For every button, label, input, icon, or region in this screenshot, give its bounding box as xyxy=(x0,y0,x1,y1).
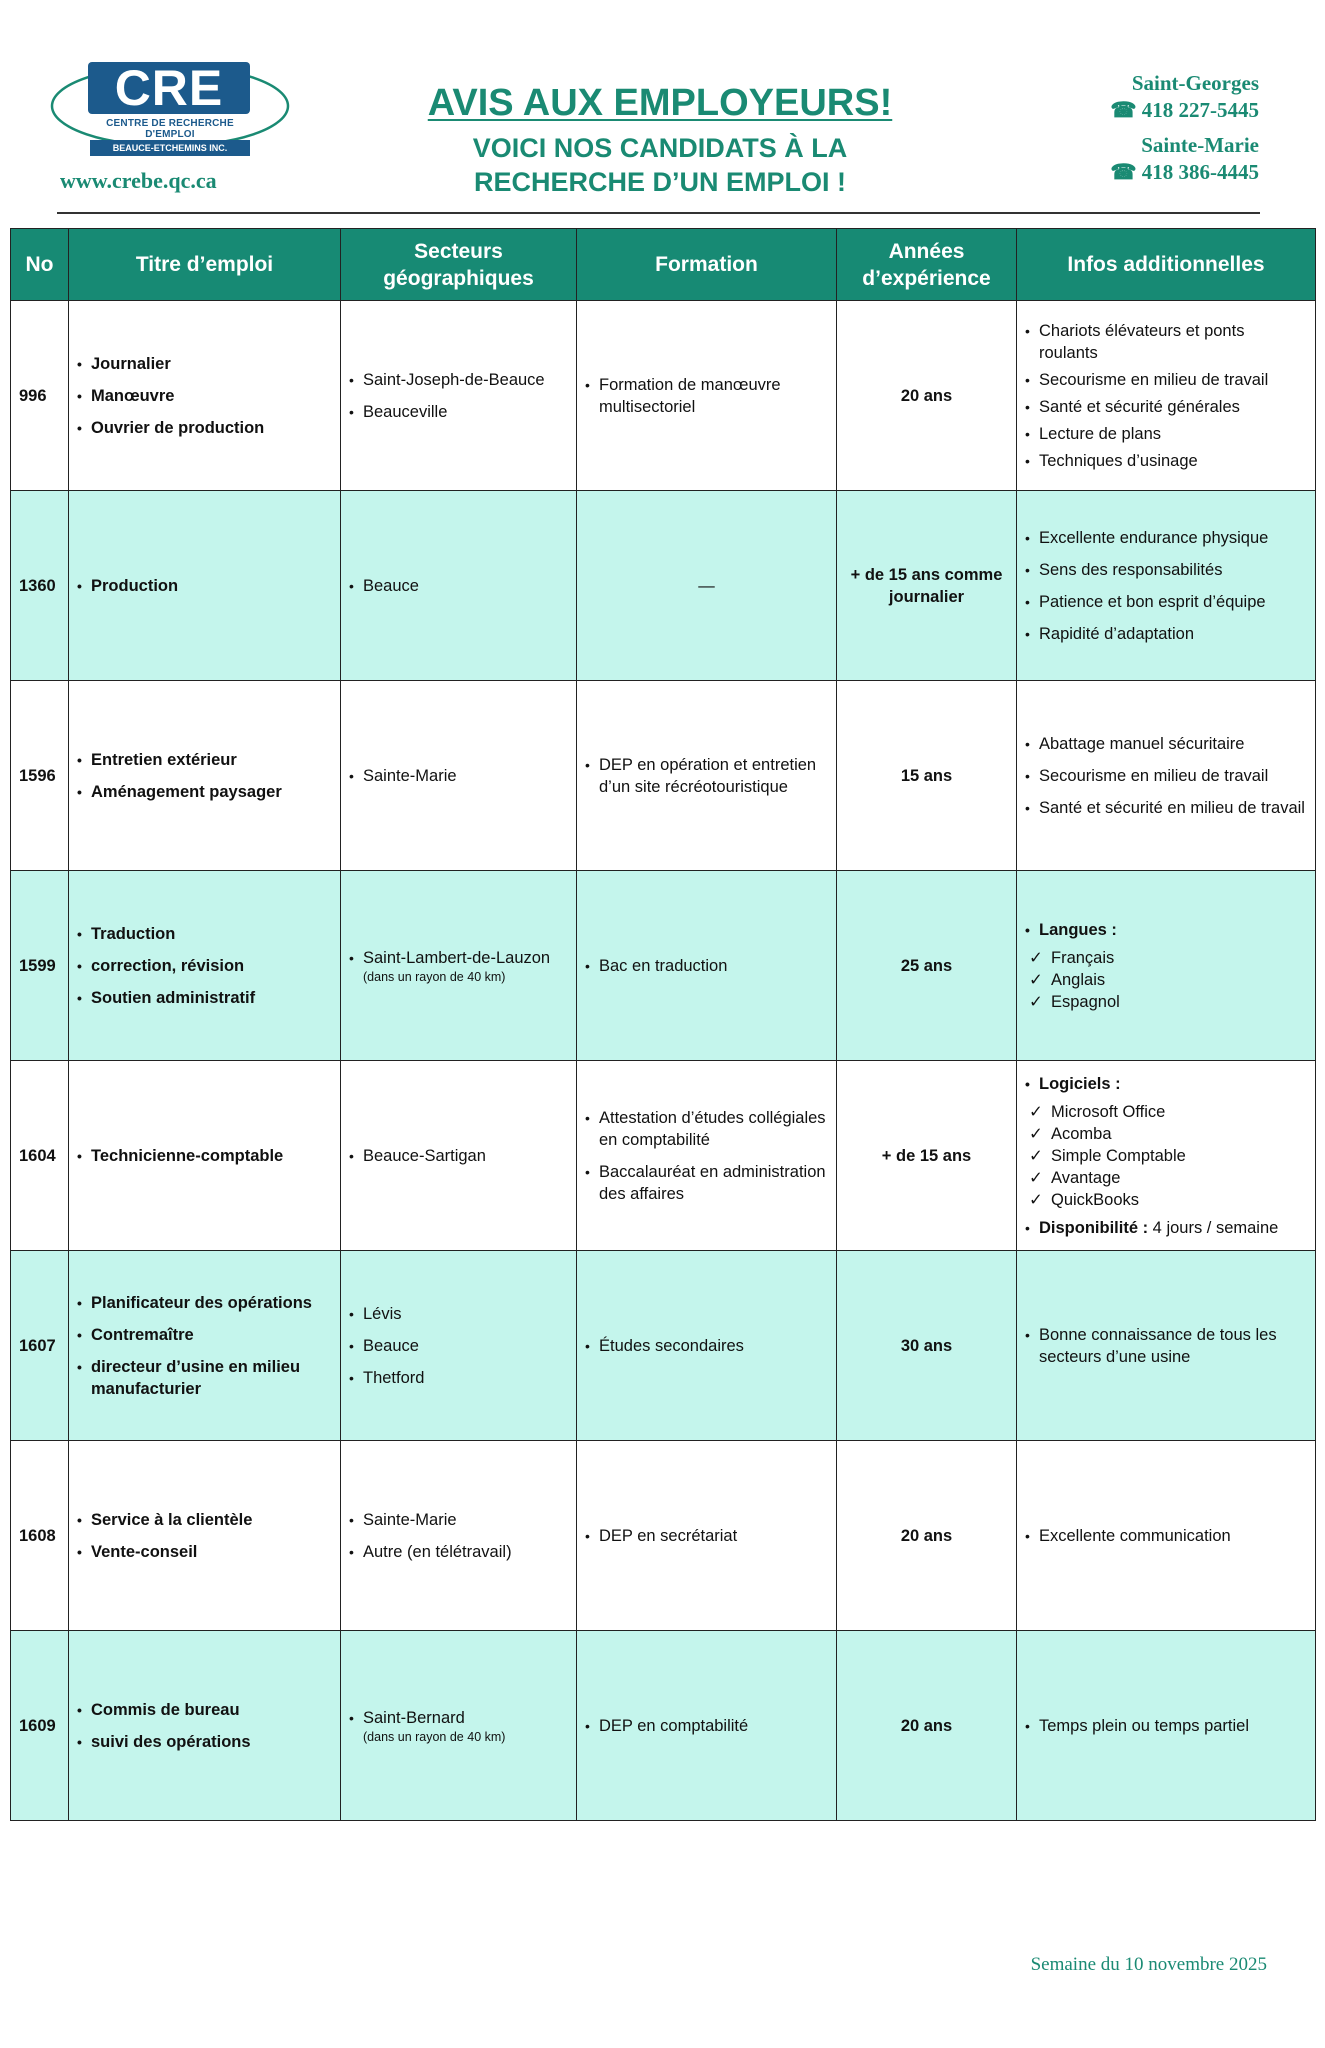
info-item: • Abattage manuel sécuritaire xyxy=(1025,733,1307,755)
additional-info xyxy=(1017,1251,1316,1441)
candidate-number: 1360 xyxy=(11,491,69,681)
page-subtitle xyxy=(380,131,940,199)
col-header-info: Infos additionnelles xyxy=(1017,229,1316,301)
col-header-years: Années d’expérience xyxy=(837,229,1017,301)
info-item: • Sens des responsabilités xyxy=(1025,559,1307,581)
candidate-number: 1608 xyxy=(11,1441,69,1631)
info-item: • Santé et sécurité en milieu de travail xyxy=(1025,797,1307,819)
job-title: • Service à la clientèle xyxy=(77,1509,332,1531)
info-item: • Temps plein ou temps partiel xyxy=(1025,1715,1307,1737)
sector: • Beauce xyxy=(349,575,568,597)
check-item: ✓ Microsoft Office xyxy=(1029,1101,1307,1123)
sectors xyxy=(341,491,577,681)
subtitle-line-1: VOICI NOS CANDIDATS À LA xyxy=(472,133,848,163)
info-label: • Logiciels : xyxy=(1025,1073,1307,1095)
sector-name: Saint-Bernard xyxy=(363,1708,465,1727)
office-contacts xyxy=(1110,70,1259,186)
job-titles xyxy=(69,1631,341,1821)
sectors xyxy=(341,1631,577,1821)
info-item: • Chariots élévateurs et ponts roulants xyxy=(1025,320,1307,364)
col-header-training: Formation xyxy=(577,229,837,301)
office-phone[interactable]: ☎ 418 227-5445 xyxy=(1110,98,1259,122)
candidate-number: 1609 xyxy=(11,1631,69,1821)
info-label: • Langues : xyxy=(1025,919,1307,941)
training-item: • Formation de manœuvre multisectoriel xyxy=(585,374,828,418)
training-item: • Attestation d’études collégiales en comptabilité xyxy=(585,1107,828,1151)
additional-info xyxy=(1017,1441,1316,1631)
training-item: • DEP en secrétariat xyxy=(585,1525,828,1547)
job-titles xyxy=(69,491,341,681)
sectors xyxy=(341,1441,577,1631)
candidates-table xyxy=(10,228,1316,1821)
info-item: • Secourisme en milieu de travail xyxy=(1025,369,1307,391)
sector xyxy=(349,947,568,985)
years-experience: 20 ans xyxy=(837,301,1017,491)
job-title: • Journalier xyxy=(77,353,332,375)
job-title: • suivi des opérations xyxy=(77,1731,332,1753)
info-item: • Lecture de plans xyxy=(1025,423,1307,445)
sectors xyxy=(341,301,577,491)
job-titles xyxy=(69,871,341,1061)
job-titles xyxy=(69,1441,341,1631)
training xyxy=(577,681,837,871)
job-titles xyxy=(69,301,341,491)
additional-info xyxy=(1017,681,1316,871)
sector: • Saint-Joseph-de-Beauce xyxy=(349,369,568,391)
sector: • Beauceville xyxy=(349,401,568,423)
check-item: ✓ Anglais xyxy=(1029,969,1307,991)
info-item: • Santé et sécurité générales xyxy=(1025,396,1307,418)
additional-info xyxy=(1017,1631,1316,1821)
website-link[interactable]: www.crebe.qc.ca xyxy=(60,168,217,193)
info-item: • Secourisme en milieu de travail xyxy=(1025,765,1307,787)
sectors xyxy=(341,1061,577,1251)
additional-info xyxy=(1017,491,1316,681)
candidate-number: 1604 xyxy=(11,1061,69,1251)
info-item: • Bonne connaissance de tous les secteurs d’une usine xyxy=(1025,1324,1307,1368)
check-item: ✓ Espagnol xyxy=(1029,991,1307,1013)
info-item: • Rapidité d’adaptation xyxy=(1025,623,1307,645)
info-item: • Excellente endurance physique xyxy=(1025,527,1307,549)
years-experience: 20 ans xyxy=(837,1631,1017,1821)
check-item: ✓ Français xyxy=(1029,947,1307,969)
job-title: • Commis de bureau xyxy=(77,1699,332,1721)
subtitle-line-2: RECHERCHE D’UN EMPLOI ! xyxy=(473,167,846,197)
sector-note: (dans un rayon de 40 km) xyxy=(363,969,506,984)
col-header-sectors: Secteurs géographiques xyxy=(341,229,577,301)
job-title: • Technicienne-comptable xyxy=(77,1145,332,1167)
cre-logo xyxy=(50,56,290,166)
job-titles xyxy=(69,1251,341,1441)
check-item: ✓ Avantage xyxy=(1029,1167,1307,1189)
sector: • Beauce xyxy=(349,1335,568,1357)
sector: • Sainte-Marie xyxy=(349,765,568,787)
table-row xyxy=(11,1441,1316,1631)
check-item: ✓ Acomba xyxy=(1029,1123,1307,1145)
training-item: • Bac en traduction xyxy=(585,955,828,977)
sectors xyxy=(341,1251,577,1441)
table-header-row xyxy=(11,229,1316,301)
availability-value: 4 jours / semaine xyxy=(1148,1218,1279,1237)
sector: • Sainte-Marie xyxy=(349,1509,568,1531)
job-title: • Planificateur des opérations xyxy=(77,1292,332,1314)
table-row xyxy=(11,871,1316,1061)
page-header xyxy=(0,0,1325,215)
logo-subtitle: CENTRE DE RECHERCHE D'EMPLOI xyxy=(106,118,234,140)
training xyxy=(577,1251,837,1441)
job-title: • Production xyxy=(77,575,332,597)
years-experience: 20 ans xyxy=(837,1441,1017,1631)
training xyxy=(577,1631,837,1821)
info-item: • Patience et bon esprit d’équipe xyxy=(1025,591,1307,613)
candidate-number: 1599 xyxy=(11,871,69,1061)
years-experience: 25 ans xyxy=(837,871,1017,1061)
sector xyxy=(349,1707,568,1745)
table-row xyxy=(11,491,1316,681)
training xyxy=(577,871,837,1061)
sectors xyxy=(341,681,577,871)
table-row xyxy=(11,1631,1316,1821)
training xyxy=(577,1061,837,1251)
job-title: • Entretien extérieur xyxy=(77,749,332,771)
sectors xyxy=(341,871,577,1061)
week-footer: Semaine du 10 novembre 2025 xyxy=(1030,1954,1267,1975)
years-experience: 30 ans xyxy=(837,1251,1017,1441)
col-header-no: No xyxy=(11,229,69,301)
header-divider xyxy=(57,212,1260,214)
training-item: • Études secondaires xyxy=(585,1335,828,1357)
job-title: • Vente-conseil xyxy=(77,1541,332,1563)
table-row xyxy=(11,681,1316,871)
job-title: • Soutien administratif xyxy=(77,987,332,1009)
job-title: • Ouvrier de production xyxy=(77,417,332,439)
col-header-title: Titre d’emploi xyxy=(69,229,341,301)
office-city: Sainte-Marie xyxy=(1141,133,1259,157)
availability-label: Disponibilité : xyxy=(1039,1218,1149,1237)
office-city: Saint-Georges xyxy=(1131,71,1259,95)
years-experience: 15 ans xyxy=(837,681,1017,871)
office-phone[interactable]: ☎ 418 386-4445 xyxy=(1110,160,1259,184)
candidate-number: 1607 xyxy=(11,1251,69,1441)
sector: • Lévis xyxy=(349,1303,568,1325)
sector: • Beauce-Sartigan xyxy=(349,1145,568,1167)
additional-info xyxy=(1017,301,1316,491)
job-title: • Traduction xyxy=(77,923,332,945)
training-item: • Baccalauréat en administration des affaires xyxy=(585,1161,828,1205)
job-titles xyxy=(69,681,341,871)
page-title: AVIS AUX EMPLOYEURS! xyxy=(427,82,893,124)
table-row xyxy=(11,1061,1316,1251)
check-item: ✓ Simple Comptable xyxy=(1029,1145,1307,1167)
table-row xyxy=(11,1251,1316,1441)
job-title: • directeur d’usine en milieu manufacturier xyxy=(77,1356,332,1400)
job-title: • Contremaître xyxy=(77,1324,332,1346)
years-experience: + de 15 ans comme journalier xyxy=(837,491,1017,681)
additional-info xyxy=(1017,871,1316,1061)
logo-text: CRE xyxy=(88,62,250,114)
info-item: • Excellente communication xyxy=(1025,1525,1307,1547)
additional-info xyxy=(1017,1061,1316,1251)
job-title: • Aménagement paysager xyxy=(77,781,332,803)
job-title: • correction, révision xyxy=(77,955,332,977)
sector-name: Saint-Lambert-de-Lauzon xyxy=(363,948,551,967)
training: — xyxy=(577,491,837,681)
sector: • Thetford xyxy=(349,1367,568,1389)
training-item: • DEP en opération et entretien d’un site récréotouristique xyxy=(585,754,828,798)
years-experience: + de 15 ans xyxy=(837,1061,1017,1251)
logo-band: BEAUCE-ETCHEMINS INC. xyxy=(90,140,250,156)
table-row xyxy=(11,301,1316,491)
training xyxy=(577,1441,837,1631)
availability xyxy=(1025,1217,1307,1239)
job-titles xyxy=(69,1061,341,1251)
training xyxy=(577,301,837,491)
job-title: • Manœuvre xyxy=(77,385,332,407)
candidate-number: 996 xyxy=(11,301,69,491)
training-item: • DEP en comptabilité xyxy=(585,1715,828,1737)
candidate-number: 1596 xyxy=(11,681,69,871)
info-item: • Techniques d’usinage xyxy=(1025,450,1307,472)
sector-note: (dans un rayon de 40 km) xyxy=(363,1729,506,1744)
check-item: ✓ QuickBooks xyxy=(1029,1189,1307,1211)
sector: • Autre (en télétravail) xyxy=(349,1541,568,1563)
